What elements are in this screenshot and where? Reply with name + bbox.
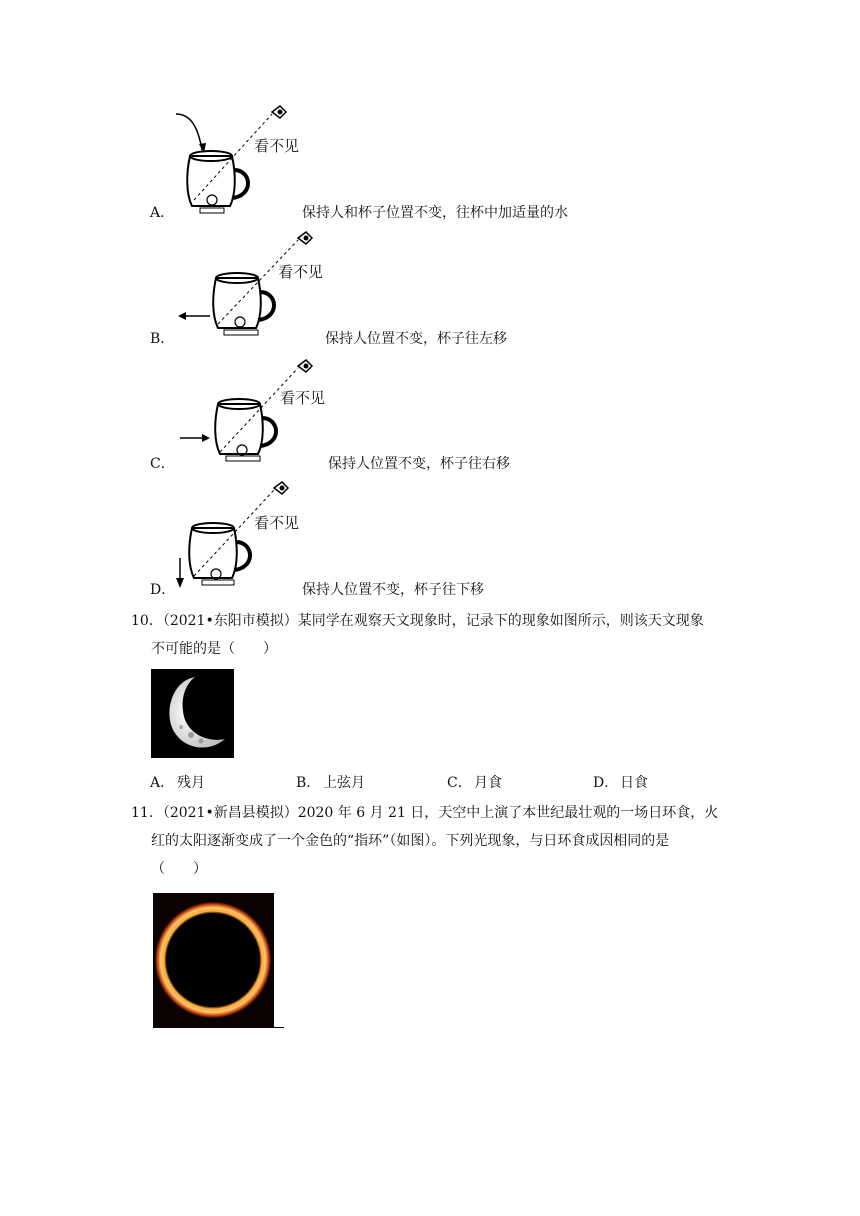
option-d-letter: D．: [150, 582, 176, 598]
q10-option-c-text: 月食: [474, 775, 502, 791]
q10-option-b-letter: B．: [296, 775, 321, 791]
option-c-letter: C．: [150, 456, 175, 472]
cup-diagram-b: [170, 228, 320, 344]
question-11-line1: 11．（2021•新昌县模拟）2020 年 6 月 21 日，天空中上演了本世纪最壮观的一场日环食，火: [131, 805, 719, 821]
option-a-letter: A．: [150, 205, 175, 221]
question-11-line3: （ ）: [151, 861, 207, 877]
question-10-line1: 10．（2021•东阳市模拟）某同学在观察天文现象时，记录下的现象如图所示，则该天文现象: [131, 613, 704, 629]
cup-diagram-c: [172, 354, 322, 470]
q10-option-d-letter: D．: [593, 775, 619, 791]
q10-option-a-text: 残月: [177, 775, 205, 791]
option-c-text: 保持人位置不变，杯子往右移: [328, 456, 510, 472]
cup-diagram-d: [170, 478, 320, 594]
q10-option-c-letter: C．: [447, 775, 472, 791]
annular-eclipse-image: [153, 893, 274, 1028]
diagram-label-b: 看不见: [278, 263, 324, 281]
option-d-text: 保持人位置不变，杯子往下移: [302, 582, 484, 598]
diagram-label-d: 看不见: [254, 514, 300, 532]
diagram-label-c: 看不见: [280, 389, 326, 407]
option-b-text: 保持人位置不变，杯子往左移: [325, 331, 507, 347]
q10-option-a-letter: A．: [150, 775, 175, 791]
crescent-moon-image: [151, 669, 234, 758]
question-10-line2: 不可能的是（ ）: [151, 641, 277, 657]
q10-option-b-text: 上弦月: [323, 775, 365, 791]
q10-option-d-text: 日食: [620, 775, 648, 791]
diagram-label-a: 看不见: [254, 137, 300, 155]
image-baseline: [272, 1027, 284, 1028]
question-11-line2: 红的太阳逐渐变成了一个金色的“指环”（如图）。下列光现象，与日环食成因相同的是: [151, 833, 670, 849]
cup-diagram-a: [168, 100, 318, 216]
option-a-text: 保持人和杯子位置不变，往杯中加适量的水: [302, 205, 568, 221]
option-b-letter: B．: [150, 331, 175, 347]
